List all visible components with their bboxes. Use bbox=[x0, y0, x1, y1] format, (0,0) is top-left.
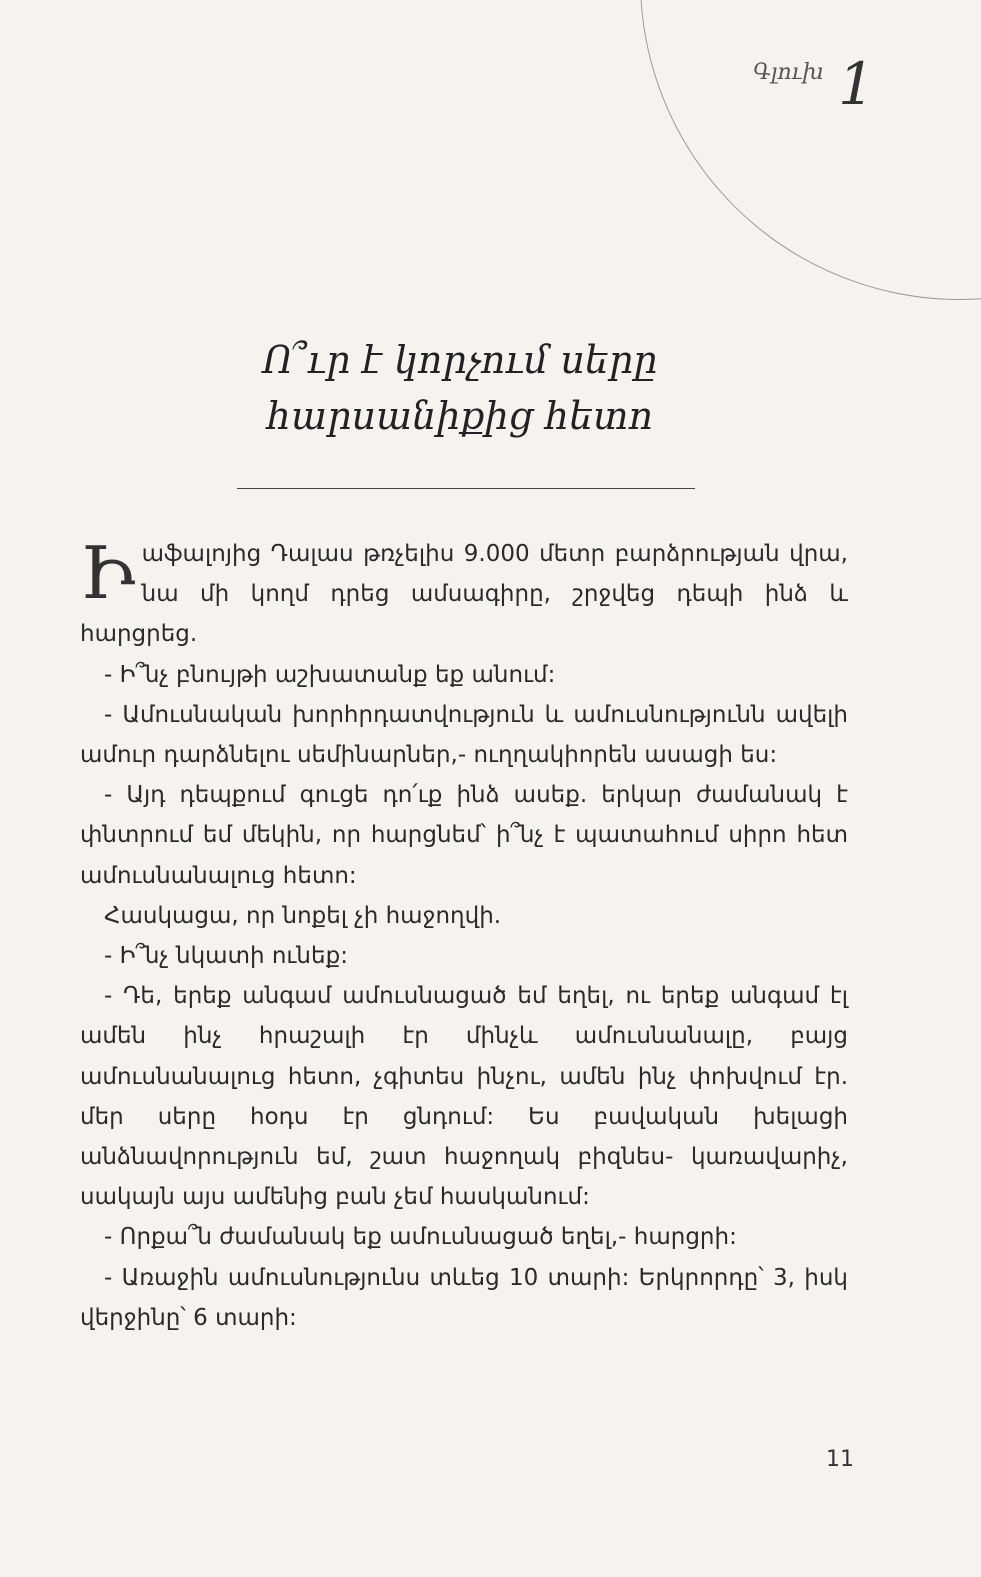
drop-cap: Ի bbox=[80, 531, 136, 615]
opening-paragraph-text: աֆալոյից Դալաս թռչելիս 9.000 մետր բարձրության վրա, նա մի կողմ դրեց ամսագիրը, շրջվեց դեպի ինձ և հարցրեց. bbox=[80, 541, 848, 648]
title-divider bbox=[237, 488, 695, 489]
chapter-circle-decoration bbox=[640, 0, 981, 300]
paragraph-6: - Դե, երեք անգամ ամուսնացած եմ եղել, ու երեք անգամ էլ ամեն ինչ հրաշալի էր մինչև ամուսնանալը, բայց ամուսնանալուց հետո, չգիտես ինչու, ամեն ինչ փոխվում էր. մեր սերը հօդս էր ցնդում: Ես բավական խելացի անձնավորություն եմ, շատ հաջողակ բիզնես- կառավարիչ, սակայն այս ամենից բան չեմ հասկանում: bbox=[80, 983, 848, 1211]
chapter-title-line-1: Ո՞ւր է կորչում սերը bbox=[262, 338, 658, 382]
paragraph-1: - Ի՞նչ բնույթի աշխատանք եք անում: bbox=[104, 661, 556, 688]
opening-paragraph bbox=[80, 531, 848, 655]
chapter-number: 1 bbox=[838, 50, 875, 118]
paragraph-2: - Ամուսնական խորհրդատվություն և ամուսնությունն ավելի ամուր դարձնելու սեմինարներ,- ուղղակիորեն ասացի ես: bbox=[80, 701, 848, 769]
paragraph-4: Հասկացա, որ նոքել չի հաջողվի. bbox=[104, 902, 502, 929]
chapter-label: Գլուխ bbox=[753, 60, 824, 85]
body-text bbox=[80, 531, 848, 1338]
paragraph-3: - Այդ դեպքում գուցե դո՛ւք ինձ ասեք. երկար ժամանակ է փնտրում եմ մեկին, որ հարցնեմ՝ ի՞նչ է պատահում սիրո հետ ամուսնանալուց հետո: bbox=[80, 782, 848, 889]
paragraph-5: - Ի՞նչ նկատի ունեք: bbox=[104, 943, 348, 970]
paragraph-8: - Առաջին ամուսնությունս տևեց 10 տարի: Երկրորդը՝ 3, իսկ վերջինը՝ 6 տարի: bbox=[80, 1264, 848, 1331]
chapter-title-line-2: հարսանիքից հետո bbox=[266, 394, 654, 438]
paragraph-7: - Որքա՞ն ժամանակ եք ամուսնացած եղել,- հարցրի: bbox=[104, 1224, 737, 1251]
chapter-title bbox=[200, 332, 720, 444]
page-number: 11 bbox=[826, 1447, 854, 1472]
